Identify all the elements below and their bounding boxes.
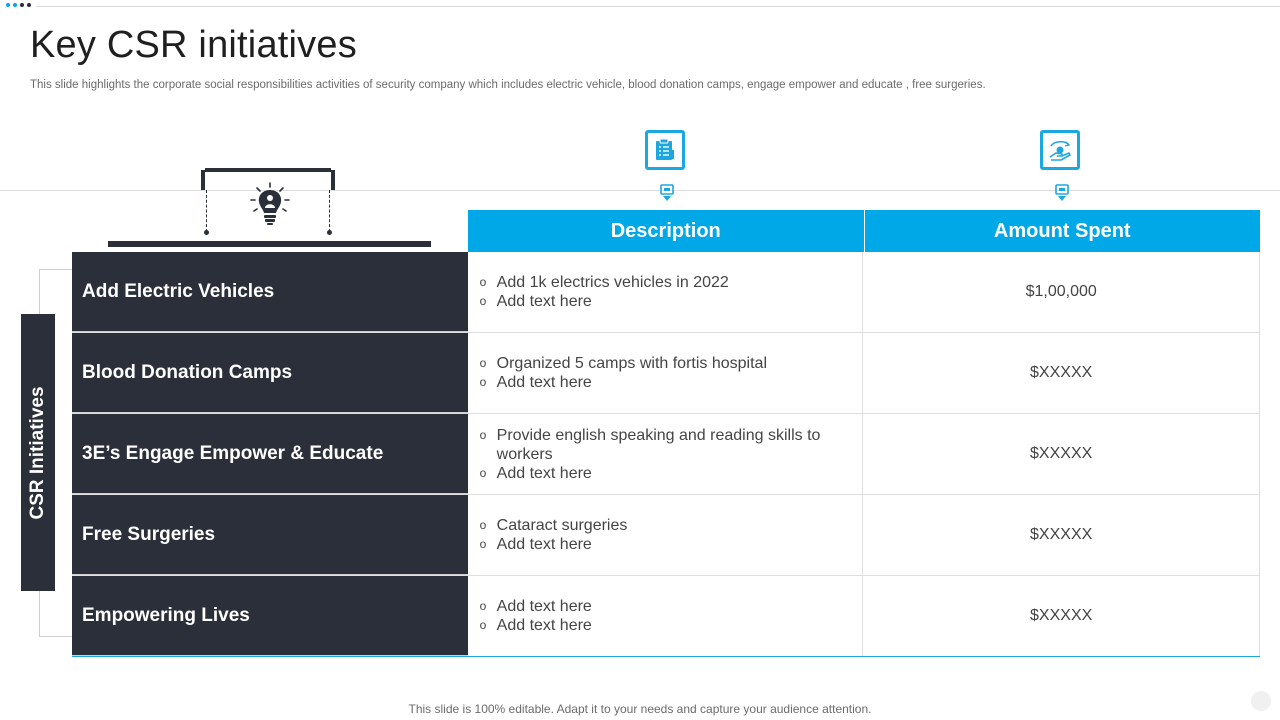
initiative-description: o Add text here o Add text here	[468, 576, 864, 656]
page-title: Key CSR initiatives	[30, 24, 357, 66]
description-item: Organized 5 camps with fortis hospital	[496, 355, 767, 372]
description-item: Add text here	[496, 536, 592, 553]
header-amount-spent: Amount Spent	[864, 210, 1261, 252]
amount-spent: $XXXXX	[863, 576, 1260, 656]
side-label: CSR Initiatives	[27, 385, 48, 520]
corner-dot	[1251, 691, 1271, 711]
description-item: Add text here	[496, 598, 592, 615]
horizontal-divider	[0, 190, 1280, 191]
description-item: Cataract surgeries	[496, 517, 628, 534]
description-item: Add text here	[496, 464, 592, 482]
side-label-box	[21, 314, 55, 591]
top-divider	[36, 6, 1280, 7]
pin-marker-icon	[1054, 184, 1070, 202]
clipboard-checklist-icon	[645, 130, 685, 170]
amount-spent: $XXXXX	[863, 414, 1260, 494]
base-bar	[108, 241, 431, 247]
amount-spent: $1,00,000	[863, 252, 1260, 332]
initiative-name: Empowering Lives	[72, 576, 468, 656]
initiative-name: Blood Donation Camps	[72, 333, 468, 413]
initiative-description: o Add 1k electrics vehicles in 2022 o Add text here	[468, 252, 864, 332]
lightbulb-person-icon	[249, 182, 291, 228]
initiative-name: Free Surgeries	[72, 495, 468, 575]
description-item: Add 1k electrics vehicles in 2022	[496, 274, 729, 291]
description-item: Provide english speaking and reading skills to workers	[496, 426, 821, 463]
initiative-name: 3E’s Engage Empower & Educate	[72, 414, 468, 494]
initiative-name: Add Electric Vehicles	[72, 252, 468, 332]
table-header	[468, 210, 1260, 252]
initiative-description: o Provide english speaking and reading skills to workers o Add text here	[468, 414, 864, 494]
description-item: Add text here	[496, 293, 592, 310]
initiative-description: o Organized 5 camps with fortis hospital o Add text here	[468, 333, 864, 413]
amount-spent: $XXXXX	[863, 495, 1260, 575]
footer-note: This slide is 100% editable. Adapt it to your needs and capture your audience attention.	[408, 702, 872, 716]
page-subtitle: This slide highlights the corporate social responsibilities activities of security company which includes electric vehicle, blood donation camps, engage empower and educate , free surgeries.	[30, 79, 986, 91]
table-row	[72, 495, 1260, 576]
table-row	[72, 576, 1260, 657]
hand-coins-icon	[1040, 130, 1080, 170]
table-row	[72, 333, 1260, 414]
amount-spent: $XXXXX	[863, 333, 1260, 413]
initiative-description: o Cataract surgeries o Add text here	[468, 495, 864, 575]
slide-dots-decoration	[6, 3, 31, 7]
table-row	[72, 414, 1260, 495]
pin-marker-icon	[659, 184, 675, 202]
table-row	[72, 252, 1260, 333]
initiatives-table	[72, 252, 1260, 657]
description-item: Add text here	[496, 374, 592, 391]
header-description: Description	[610, 219, 721, 242]
description-item: Add text here	[496, 617, 592, 634]
